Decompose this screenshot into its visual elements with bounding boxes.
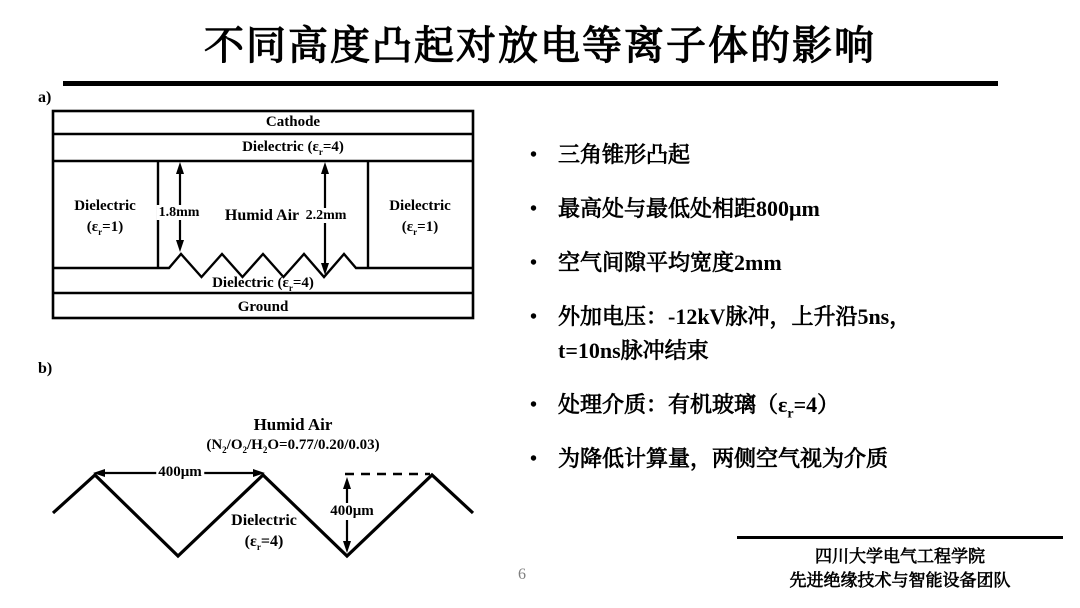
bullet-marker: •	[530, 306, 538, 328]
page-number: 6	[518, 566, 526, 583]
figure-a-ground-label: Ground	[237, 299, 289, 315]
bullet-item-treated-medium: • 处理介质：有机玻璃$(\varepsilon_r=4)$	[530, 388, 1070, 422]
footer-affiliation	[737, 545, 1063, 593]
figure-a-humid-air-label: Humid Air	[224, 207, 300, 224]
bullet-item-shape: • 三角锥形凸起	[530, 138, 1070, 172]
figure-b-gas-formula: $(N_2/O_2/H_2O=0.77/0.20/0.03)$	[206, 437, 380, 455]
bullet-item-applied-voltage: • 外加电压：-12kV脉冲，上升沿5ns， t=10ns脉冲结束	[530, 300, 1070, 368]
figure-a-gap-dim-2-2mm: 2.2mm	[305, 208, 347, 223]
figure-a-gap-dim-1-8mm: 1.8mm	[158, 205, 200, 220]
figure-a-dielectric-right-label: Dielectric $(\varepsilon_r=1)$	[389, 198, 451, 237]
bullet-marker: •	[530, 198, 538, 220]
bullet-item-simplification: • 为降低计算量，两侧空气视为介质	[530, 442, 1070, 476]
bullet-item-height-range: • 最高处与最低处相距800μm	[530, 192, 1070, 226]
footer-affiliation-line1: 四川大学电气工程学院	[815, 547, 985, 566]
figure-a-dielectric-left-label: Dielectric $(\varepsilon_r=1)$	[74, 198, 136, 237]
figure-a-dielectric-top-label: Dielectric $(\varepsilon_r=4)$	[242, 139, 344, 157]
bullet-marker: •	[530, 252, 538, 274]
figure-a-label: a)	[38, 89, 52, 106]
footer-affiliation-line2: 先进绝缘技术与智能设备团队	[789, 571, 1011, 590]
figure-a-dielectric-bottom-label: Dielectric $(\varepsilon_r=4)$	[212, 275, 314, 293]
bullet-marker: •	[530, 144, 538, 166]
figure-b-label: b)	[38, 360, 53, 377]
bullet-marker: •	[530, 394, 538, 416]
bullet-item-gap-width: • 空气间隙平均宽度2mm	[530, 246, 1070, 280]
figure-a-cathode-label: Cathode	[265, 114, 321, 130]
bullet-marker: •	[530, 448, 538, 470]
footer-divider	[737, 536, 1063, 539]
title-underline	[63, 81, 998, 86]
figure-b-width-dim-400um: 400μm	[158, 464, 202, 480]
figure-b-humid-air-label: Humid Air	[253, 415, 333, 434]
figure-b-height-dim-400um: 400μm	[330, 503, 374, 519]
page-title: 不同高度凸起对放电等离子体的影响	[204, 23, 876, 68]
bullet-list	[530, 138, 1070, 496]
figure-b-dielectric-label: Dielectric $(\varepsilon_r=4)$	[231, 512, 297, 553]
